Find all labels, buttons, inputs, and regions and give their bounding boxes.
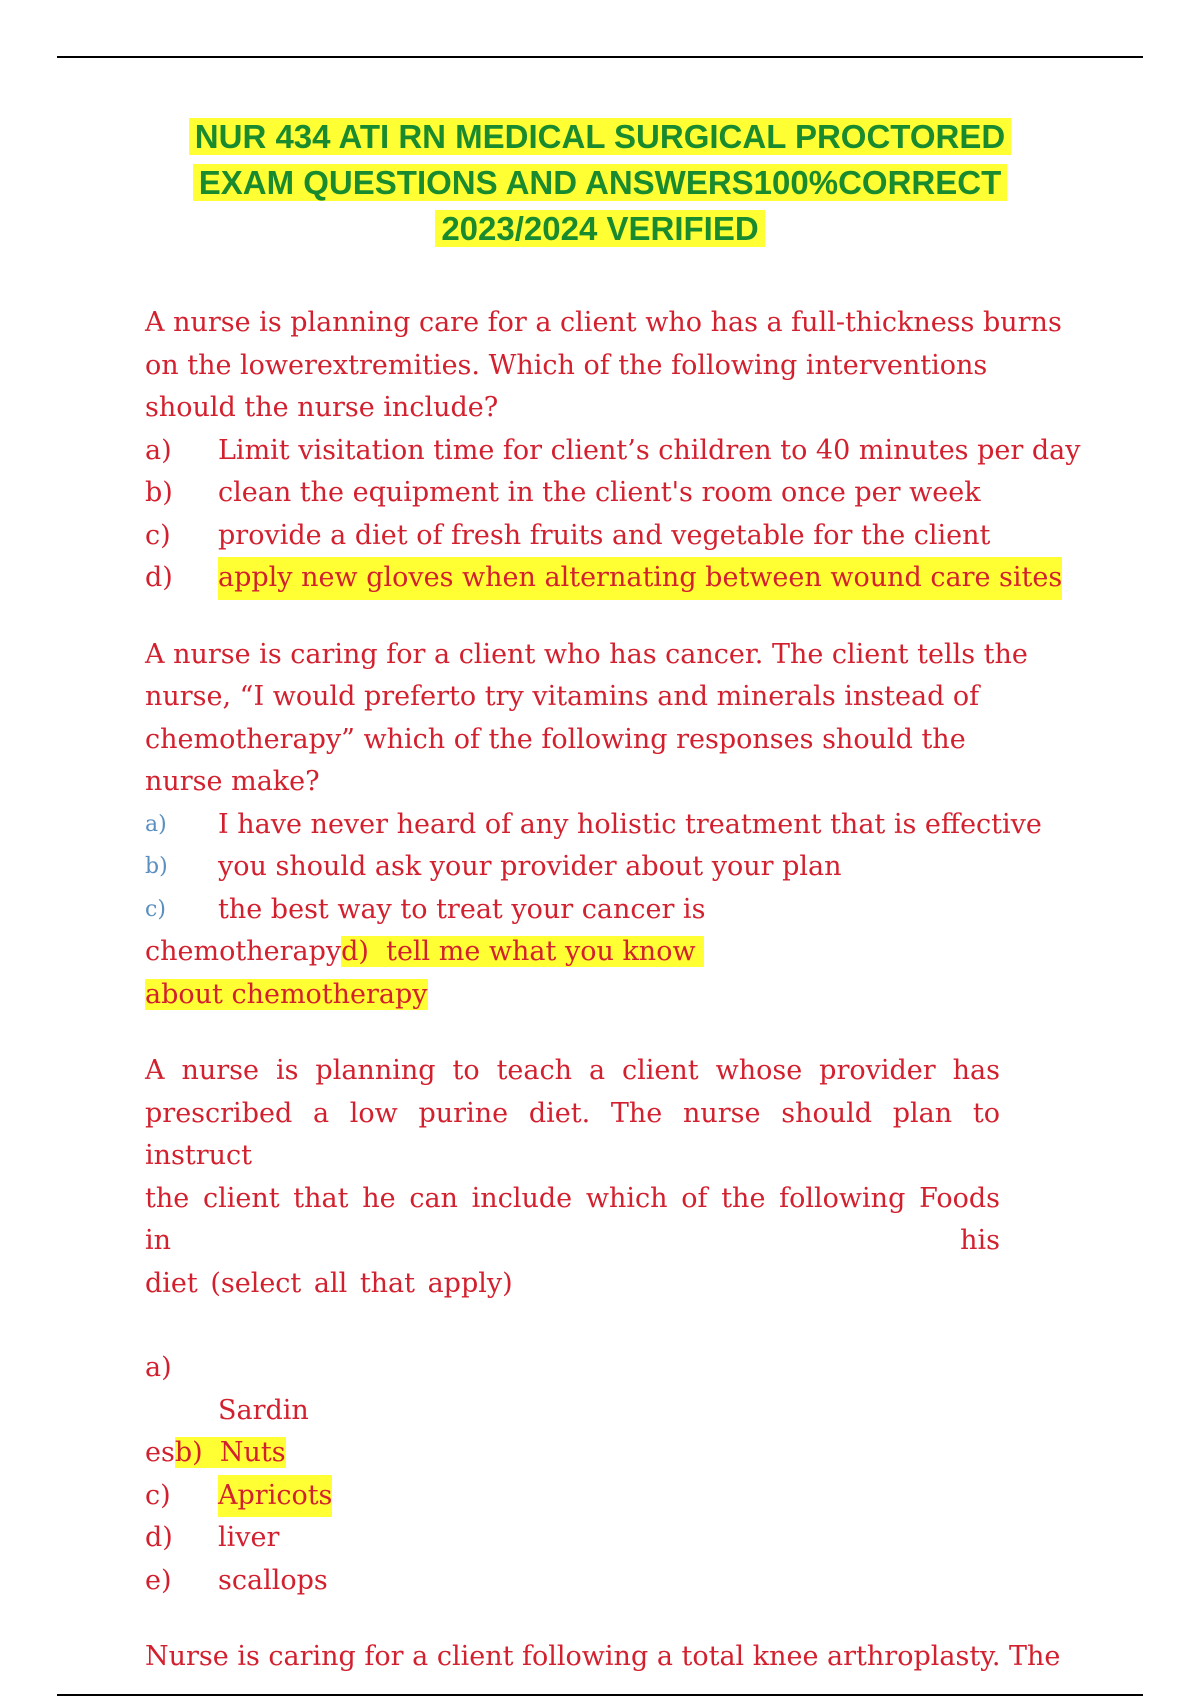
question-1-option-b: [145, 472, 1100, 515]
option-letter: d): [145, 1522, 173, 1553]
option-text: I have never heard of any holistic treatment that is effective: [218, 808, 1042, 840]
question-2-option-c-wrap: [145, 931, 1100, 974]
option-letter: a): [145, 434, 172, 466]
question-3-option-d: [145, 1517, 1100, 1560]
document-title: [100, 114, 1100, 252]
option-letter: e): [145, 1564, 172, 1596]
option-letter: b): [145, 854, 168, 879]
question-2-stem-line-2: nurse, “I would preferto try vitamins and minerals instead of: [145, 681, 980, 712]
option-letter: c): [145, 519, 171, 551]
question-2-stem-line-1: A nurse is caring for a client who has cancer. The client tells the: [145, 638, 1028, 670]
question-3-stem-line-4: diet (select all that apply): [145, 1267, 513, 1299]
option-a-text-tail: es: [145, 1437, 175, 1468]
question-3-option-b-line: [145, 1432, 1100, 1475]
question-3-stem-line-3: the client that he can include which of the following Foods in his: [145, 1182, 1000, 1256]
question-2-option-d-continuation: [145, 974, 1100, 1017]
question-3-stem-line-2: prescribed a low purine diet. The nurse should plan to instruct: [145, 1097, 1000, 1171]
question-3-option-a-letter: a): [145, 1352, 172, 1383]
question-3-stem-line-1: A nurse is planning to teach a client whose provider has: [145, 1055, 1000, 1086]
option-letter: d): [145, 562, 173, 593]
option-text: Limit visitation time for client’s children to 40 minutes per day: [218, 434, 1081, 466]
question-2: [145, 634, 1100, 1017]
question-1-option-c: [145, 515, 1100, 558]
question-3-stem: [145, 1050, 1000, 1305]
question-2-stem-line-3: chemotherapy” which of the following responses should the: [145, 723, 966, 755]
question-2-stem-line-4: nurse make?: [145, 766, 320, 797]
question-3-option-c-correct: [145, 1475, 1100, 1518]
question-4: [145, 1636, 1100, 1679]
option-text: liver: [218, 1522, 280, 1553]
option-letter: a): [145, 811, 167, 837]
top-rule: [57, 56, 1143, 58]
option-text-highlighted: about chemotherapy: [145, 978, 428, 1010]
bottom-rule: [57, 1694, 1143, 1696]
title-line-3: 2023/2024 VERIFIED: [435, 210, 764, 247]
question-1-option-d-correct: [145, 557, 1100, 600]
question-3-option-b-correct: b) Nuts: [174, 1437, 286, 1468]
option-text: scallops: [218, 1564, 328, 1596]
question-2-option-b: [145, 846, 1100, 889]
option-text-wrap: chemotherapy: [145, 936, 342, 967]
question-1-stem-line-2: on the lowerextremities. Which of the following interventions: [145, 349, 988, 381]
option-text: you should ask your provider about your plan: [218, 851, 842, 882]
option-letter: c): [145, 1479, 171, 1511]
question-1: [145, 302, 1100, 600]
question-2-option-d-correct: d) tell me what you know: [341, 936, 705, 967]
question-3-option-a-text: Sardin: [218, 1394, 309, 1426]
option-letter: c): [145, 896, 166, 922]
option-letter: b): [145, 477, 173, 508]
option-text-highlighted: apply new gloves when alternating between wound care sites: [218, 557, 1062, 600]
question-2-option-a: [145, 804, 1100, 847]
question-1-stem-line-3: should the nurse include?: [145, 392, 499, 423]
title-line-1: NUR 434 ATI RN MEDICAL SURGICAL PROCTORED: [189, 118, 1011, 155]
option-text: provide a diet of fresh fruits and vegetable for the client: [218, 519, 991, 551]
question-3: [145, 1050, 1100, 1602]
document-body: [145, 302, 1100, 1679]
question-1-stem-line-1: A nurse is planning care for a client who has a full-thickness burns: [145, 307, 1062, 338]
option-text: clean the equipment in the client's room once per week: [218, 477, 981, 508]
question-1-option-a: [145, 430, 1100, 473]
option-text: the best way to treat your cancer is: [218, 893, 706, 925]
title-line-2: EXAM QUESTIONS AND ANSWERS100%CORRECT: [193, 164, 1008, 201]
question-4-stem-line-1: Nurse is caring for a client following a total knee arthroplasty. The: [145, 1641, 1061, 1672]
question-2-option-c: [145, 889, 1100, 932]
question-3-option-e: [145, 1560, 1100, 1603]
option-text-highlighted: Apricots: [218, 1475, 332, 1518]
